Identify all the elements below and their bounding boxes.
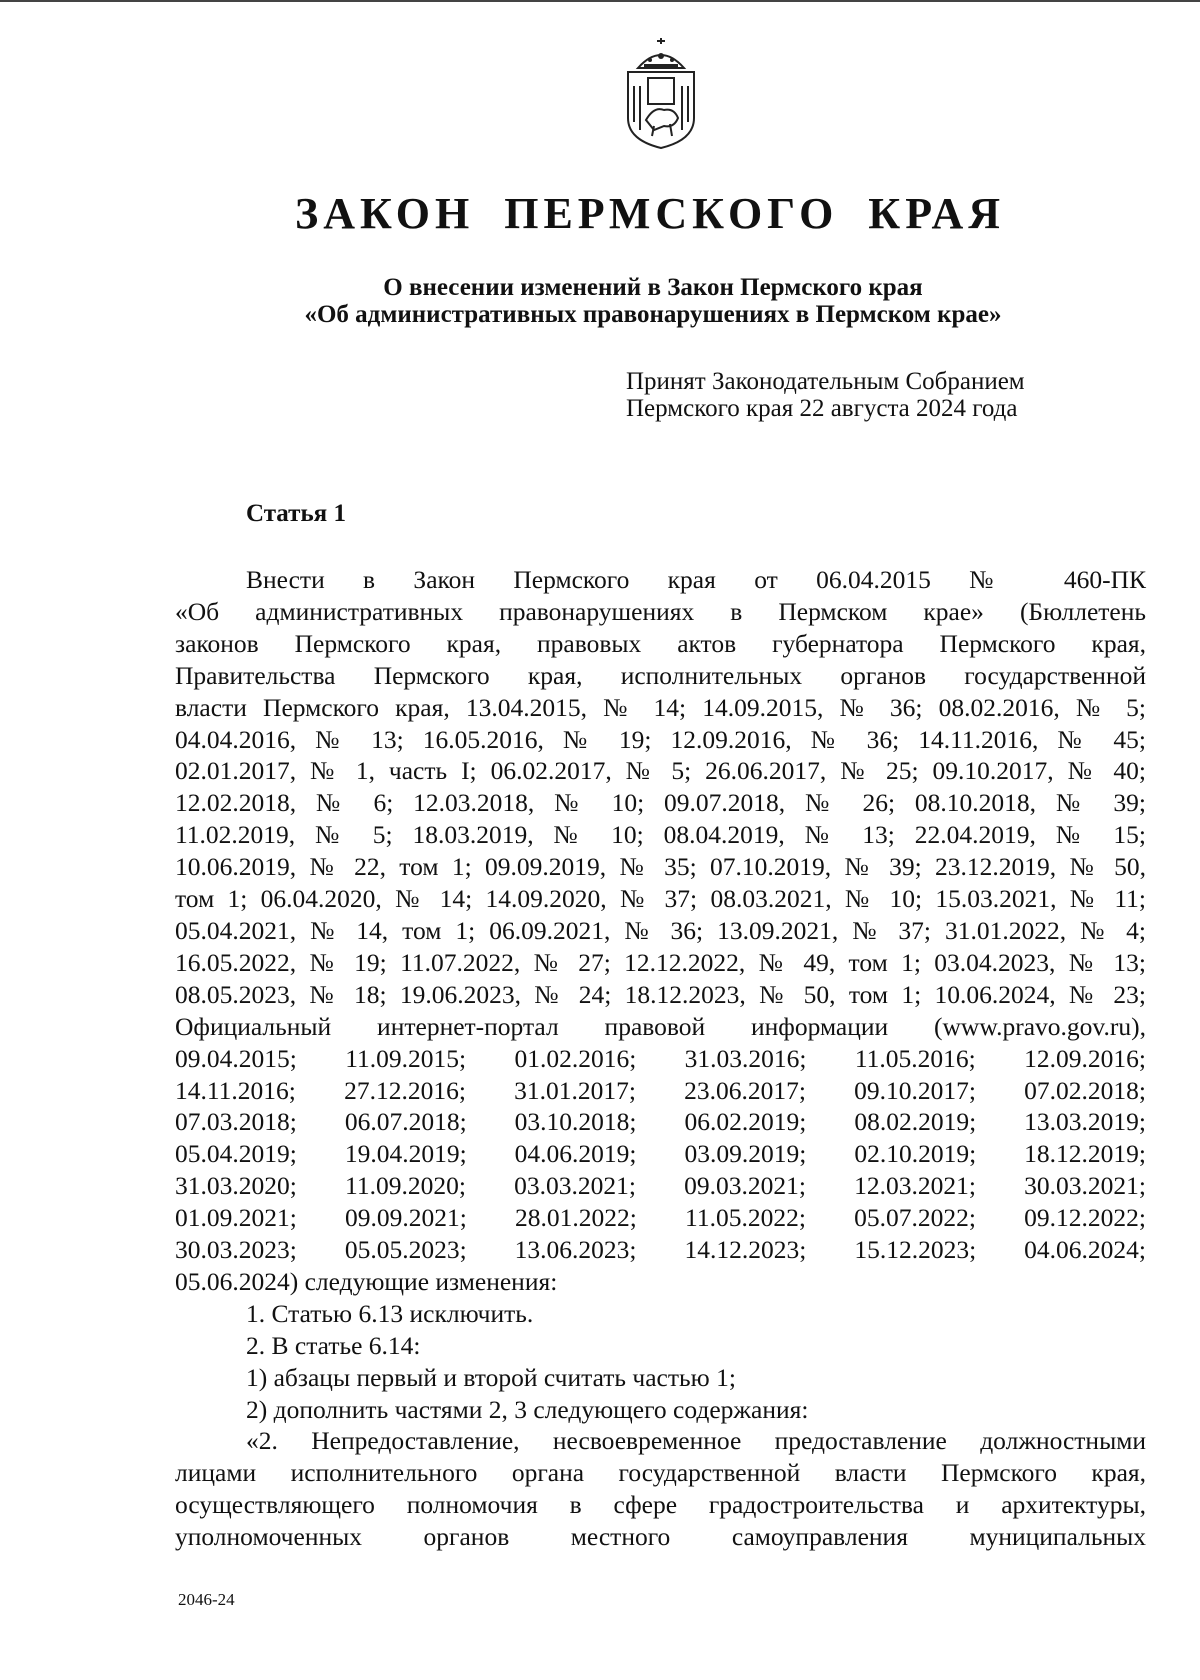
date-cell: 05.05.2023; bbox=[344, 1235, 467, 1265]
date-cell: 27.12.2016; bbox=[344, 1075, 466, 1105]
date-cell: 01.09.2021; bbox=[175, 1203, 297, 1233]
date-cell: 06.02.2019; bbox=[684, 1107, 807, 1137]
article-body bbox=[175, 564, 1146, 1553]
body-line: 04.04.2016, № 13; 16.05.2016, № 19; 12.09.2016, № 36; 14.11.2016, № 45; bbox=[175, 724, 1146, 754]
body-line: уполномоченных органов местного самоуправления муниципальных bbox=[175, 1522, 1146, 1552]
date-row bbox=[175, 1043, 1146, 1075]
date-row bbox=[175, 1170, 1146, 1202]
adoption-line: Принят Законодательным Собранием bbox=[626, 368, 1025, 395]
date-cell: 18.12.2019; bbox=[1024, 1139, 1146, 1169]
law-title: ЗАКОН ПЕРМСКОГО КРАЯ bbox=[294, 189, 1006, 238]
date-cell: 23.06.2017; bbox=[684, 1075, 806, 1105]
date-cell: 05.04.2019; bbox=[175, 1139, 297, 1169]
date-cell: 11.09.2020; bbox=[345, 1171, 466, 1201]
coat-of-arms-icon bbox=[624, 38, 698, 150]
date-cell: 09.09.2021; bbox=[345, 1203, 467, 1233]
body-line: Внести в Закон Пермского края от 06.04.2015 № 460-ПК bbox=[246, 565, 1146, 594]
date-cell: 14.12.2023; bbox=[684, 1235, 807, 1265]
body-line: власти Пермского края, 13.04.2015, № 14; 14.09.2015, № 36; 08.02.2016, № 5; bbox=[175, 692, 1146, 722]
date-cell: 09.04.2015; bbox=[175, 1043, 297, 1073]
date-cell: 09.10.2017; bbox=[854, 1075, 976, 1105]
date-cell: 09.12.2022; bbox=[1024, 1203, 1146, 1233]
date-cell: 28.01.2022; bbox=[515, 1203, 637, 1233]
date-cell: 12.03.2021; bbox=[854, 1171, 976, 1201]
body-line: лицами исполнительного органа государственной власти Пермского края, bbox=[175, 1458, 1146, 1488]
subtitle-line: О внесении изменений в Закон Пермского края bbox=[383, 274, 923, 301]
date-cell: 04.06.2019; bbox=[514, 1139, 637, 1169]
date-cell: 08.02.2019; bbox=[854, 1107, 977, 1137]
body-line: 11.02.2019, № 5; 18.03.2019, № 10; 08.04.2019, № 13; 22.04.2019, № 15; bbox=[175, 820, 1146, 850]
list-item: 2) дополнить частями 2, 3 следующего содержания: bbox=[246, 1394, 809, 1424]
date-cell: 07.03.2018; bbox=[175, 1107, 297, 1137]
date-cell: 13.03.2019; bbox=[1024, 1107, 1146, 1137]
date-cell: 30.03.2021; bbox=[1024, 1171, 1146, 1201]
list-item: 2. В статье 6.14: bbox=[246, 1330, 421, 1360]
date-cell: 04.06.2024; bbox=[1024, 1235, 1146, 1265]
body-line: 05.06.2024) следующие изменения: bbox=[175, 1266, 558, 1296]
date-cell: 06.07.2018; bbox=[344, 1107, 467, 1137]
date-cell: 11.05.2016; bbox=[854, 1043, 976, 1073]
body-line: 12.02.2018, № 6; 12.03.2018, № 10; 09.07.2018, № 26; 08.10.2018, № 39; bbox=[175, 788, 1146, 818]
article-heading: Статья 1 bbox=[246, 500, 346, 527]
date-cell: 12.09.2016; bbox=[1024, 1043, 1146, 1073]
date-cell: 19.04.2019; bbox=[344, 1139, 467, 1169]
date-cell: 30.03.2023; bbox=[175, 1235, 297, 1265]
date-cell: 14.11.2016; bbox=[175, 1075, 296, 1105]
body-line: 05.04.2021, № 14, том 1; 06.09.2021, № 36; 13.09.2021, № 37; 31.01.2022, № 4; bbox=[175, 915, 1146, 945]
date-cell: 11.09.2015; bbox=[345, 1043, 467, 1073]
subtitle-line: «Об административных правонарушениях в Пермском крае» bbox=[304, 301, 1002, 328]
date-cell: 13.06.2023; bbox=[514, 1235, 637, 1265]
date-cell: 31.03.2020; bbox=[175, 1171, 297, 1201]
body-line: Правительства Пермского края, исполнительных органов государственной bbox=[175, 660, 1146, 690]
date-row bbox=[175, 1234, 1146, 1266]
date-cell: 03.09.2019; bbox=[684, 1139, 807, 1169]
date-cell: 01.02.2016; bbox=[514, 1043, 637, 1073]
body-line: законов Пермского края, правовых актов губернатора Пермского края, bbox=[175, 628, 1146, 658]
date-row bbox=[175, 1138, 1146, 1170]
body-line: 16.05.2022, № 19; 11.07.2022, № 27; 12.12.2022, № 49, том 1; 03.04.2023, № 13; bbox=[175, 947, 1146, 977]
adoption-line: Пермского края 22 августа 2024 года bbox=[626, 395, 1018, 422]
date-row bbox=[175, 1202, 1146, 1234]
date-cell: 09.03.2021; bbox=[684, 1171, 806, 1201]
list-item: 1) абзацы первый и второй считать частью 1; bbox=[246, 1362, 736, 1392]
document-code: 2046-24 bbox=[178, 1590, 235, 1609]
body-line: том 1; 06.04.2020, № 14; 14.09.2020, № 37; 08.03.2021, № 10; 15.03.2021, № 11; bbox=[175, 884, 1146, 914]
date-cell: 03.10.2018; bbox=[514, 1107, 637, 1137]
date-cell: 07.02.2018; bbox=[1024, 1075, 1146, 1105]
date-row bbox=[175, 1075, 1146, 1107]
date-cell: 05.07.2022; bbox=[854, 1203, 976, 1233]
date-row bbox=[175, 1106, 1146, 1138]
list-item: 1. Статью 6.13 исключить. bbox=[246, 1298, 534, 1328]
body-line: «2. Непредоставление, несвоевременное предоставление должностными bbox=[246, 1426, 1146, 1456]
date-cell: 02.10.2019; bbox=[854, 1139, 977, 1169]
date-cell: 03.03.2021; bbox=[514, 1171, 636, 1201]
date-cell: 11.05.2022; bbox=[685, 1203, 806, 1233]
law-subtitle bbox=[0, 274, 1200, 328]
date-cell: 15.12.2023; bbox=[854, 1235, 977, 1265]
body-line: 10.06.2019, № 22, том 1; 09.09.2019, № 35; 07.10.2019, № 39; 23.12.2019, № 50, bbox=[175, 852, 1146, 882]
scan-edge-line bbox=[0, 0, 1200, 2]
body-line: Официальный интернет-портал правовой информации (www.pravo.gov.ru), bbox=[175, 1011, 1146, 1041]
body-line: «Об административных правонарушениях в Пермском крае» (Бюллетень bbox=[175, 596, 1146, 626]
adoption-note bbox=[626, 368, 1146, 422]
date-cell: 31.01.2017; bbox=[514, 1075, 636, 1105]
date-cell: 31.03.2016; bbox=[684, 1043, 807, 1073]
body-line: 02.01.2017, № 1, часть I; 06.02.2017, № 5; 26.06.2017, № 25; 09.10.2017, № 40; bbox=[175, 756, 1146, 786]
body-line: осуществляющего полномочия в сфере градостроительства и архитектуры, bbox=[175, 1490, 1146, 1520]
body-line: 08.05.2023, № 18; 19.06.2023, № 24; 18.12.2023, № 50, том 1; 10.06.2024, № 23; bbox=[175, 979, 1146, 1009]
